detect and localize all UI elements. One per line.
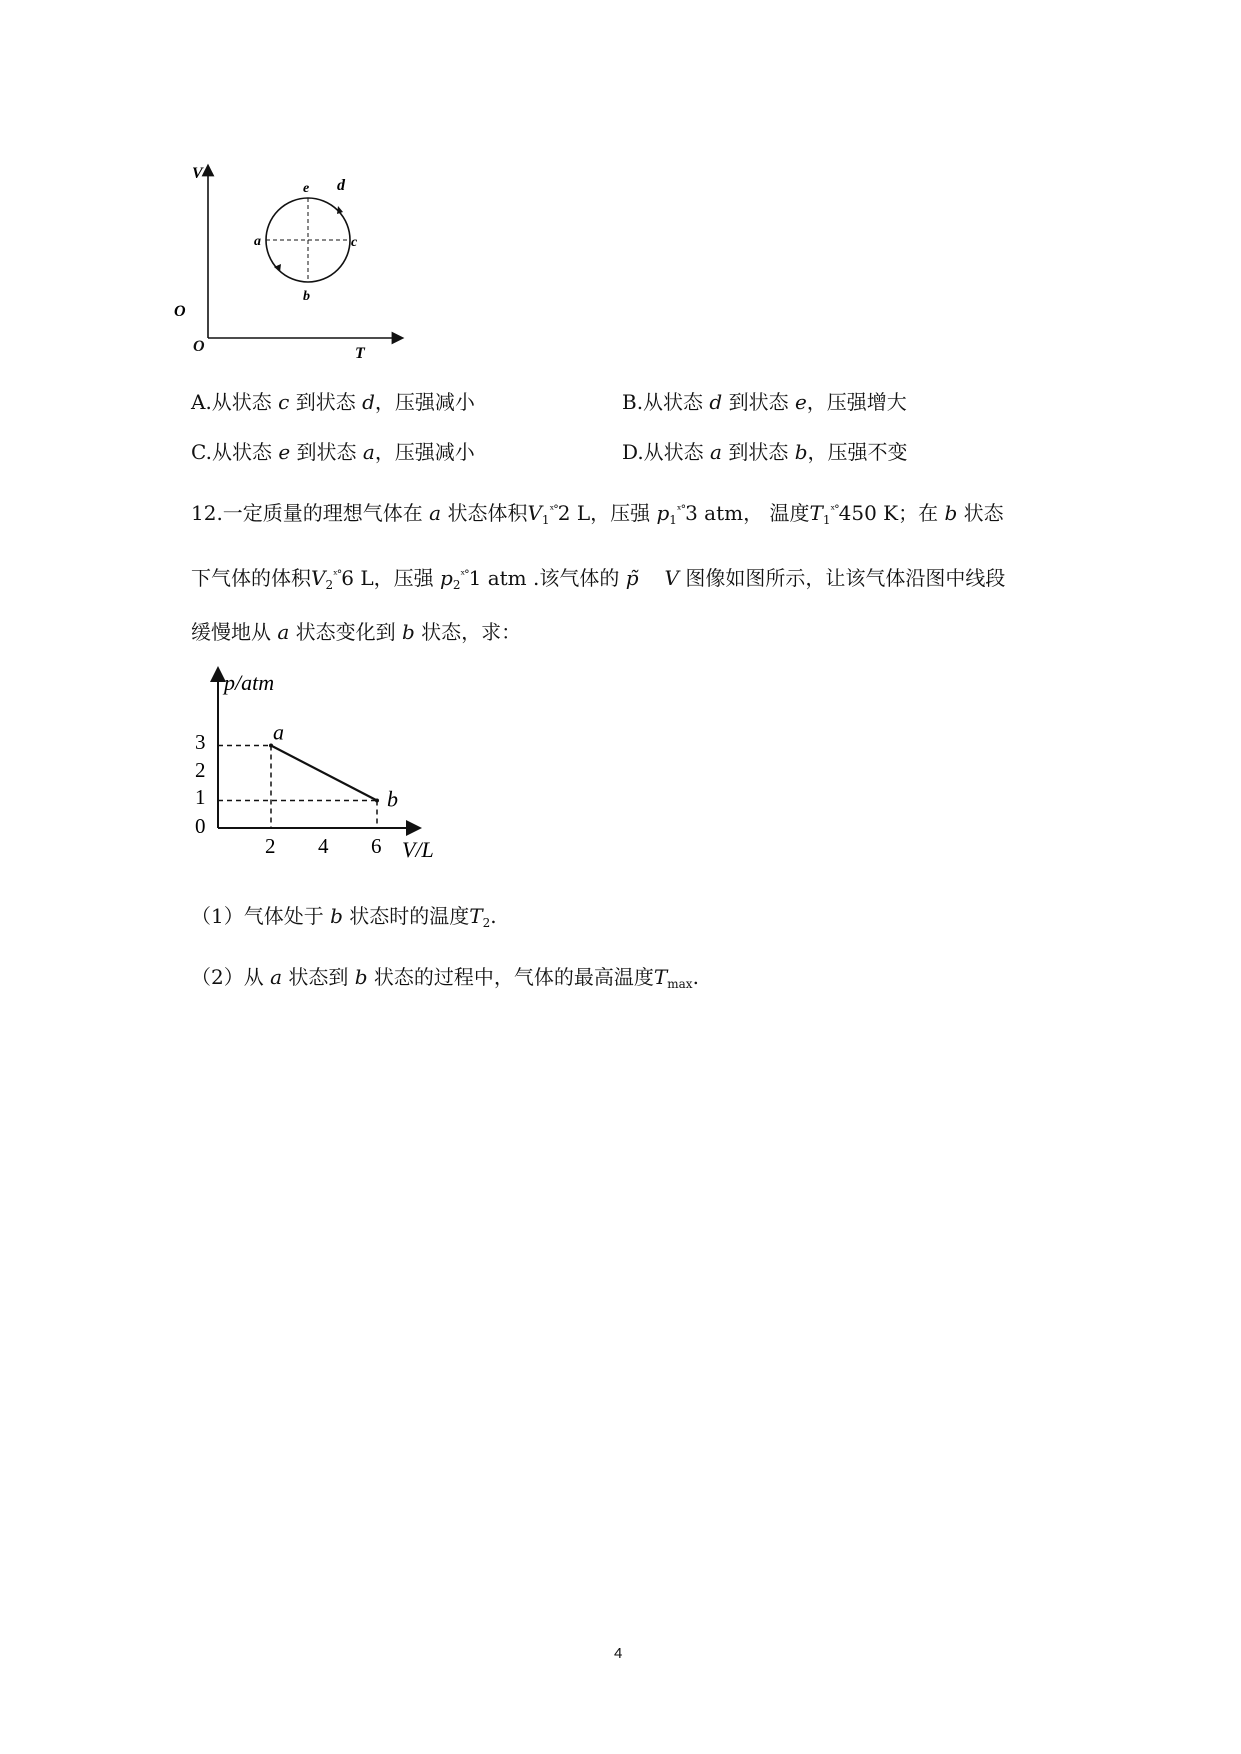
question12-line3: 缓慢地从 a 状态变化到 b 状态，求： — [191, 620, 522, 644]
y-tick-1: 1 — [195, 785, 206, 809]
origin-label: O — [174, 303, 186, 320]
point-e-label: e — [303, 181, 310, 196]
data-point-b — [375, 799, 379, 803]
y-tick-0: 0 — [195, 814, 206, 838]
p-axis-label: p/atm — [224, 670, 275, 695]
series-line-a-to-b — [271, 746, 377, 801]
question12-line1: 12.一定质量的理想气体在 a 状态体积$V_1^{ˣ^\circ}2$ L，压强 $p_1^{ˣ^\circ}3$ atm， 温度$T_1^{ˣ^\circ}450$ K；在 b 状态 — [191, 501, 1004, 527]
point-a-label: a — [254, 234, 261, 249]
sub-question-2: （2）从 a 状态到 b 状态的过程中，气体的最高温度$T_{max}$. — [191, 965, 699, 991]
origin-label-outer: O — [193, 338, 205, 355]
y-tick-2: 2 — [195, 758, 206, 782]
point-b-label: b — [303, 289, 310, 304]
point-label-b: b — [387, 786, 398, 812]
y-tick-3: 3 — [195, 730, 206, 754]
point-d-label: d — [337, 177, 345, 194]
option-a: A.从状态 c 到状态 d，压强减小 — [191, 390, 475, 414]
x-tick-4: 4 — [318, 834, 329, 858]
page-number: 4 — [614, 1645, 623, 1662]
vt-cycle-diagram — [174, 160, 420, 362]
v-axis-label: V/L — [402, 837, 434, 862]
x-tick-2: 2 — [265, 834, 276, 858]
arrow-c-to-d — [337, 206, 343, 214]
point-c-label: c — [351, 235, 358, 250]
option-b: B.从状态 d 到状态 e，压强增大 — [622, 390, 907, 414]
x-tick-6: 6 — [371, 834, 382, 858]
point-label-a: a — [273, 719, 284, 745]
option-d: D.从状态 a 到状态 b，压强不变 — [622, 440, 908, 464]
option-c: C.从状态 e 到状态 a，压强减小 — [191, 440, 475, 464]
sub-question-1: （1）气体处于 b 状态时的温度$T_2$. — [191, 904, 497, 930]
pv-chart — [190, 668, 460, 868]
question12-line2: 下气体的体积$V_2^{ˣ^\circ}6$ L，压强 $p_2^{ˣ^\circ}1$ atm .该气体的 p̃ V 图像如图所示，让该气体沿图中线段 — [191, 566, 1006, 592]
t-axis-label: T — [355, 345, 365, 362]
v-axis-label: V — [192, 165, 203, 182]
